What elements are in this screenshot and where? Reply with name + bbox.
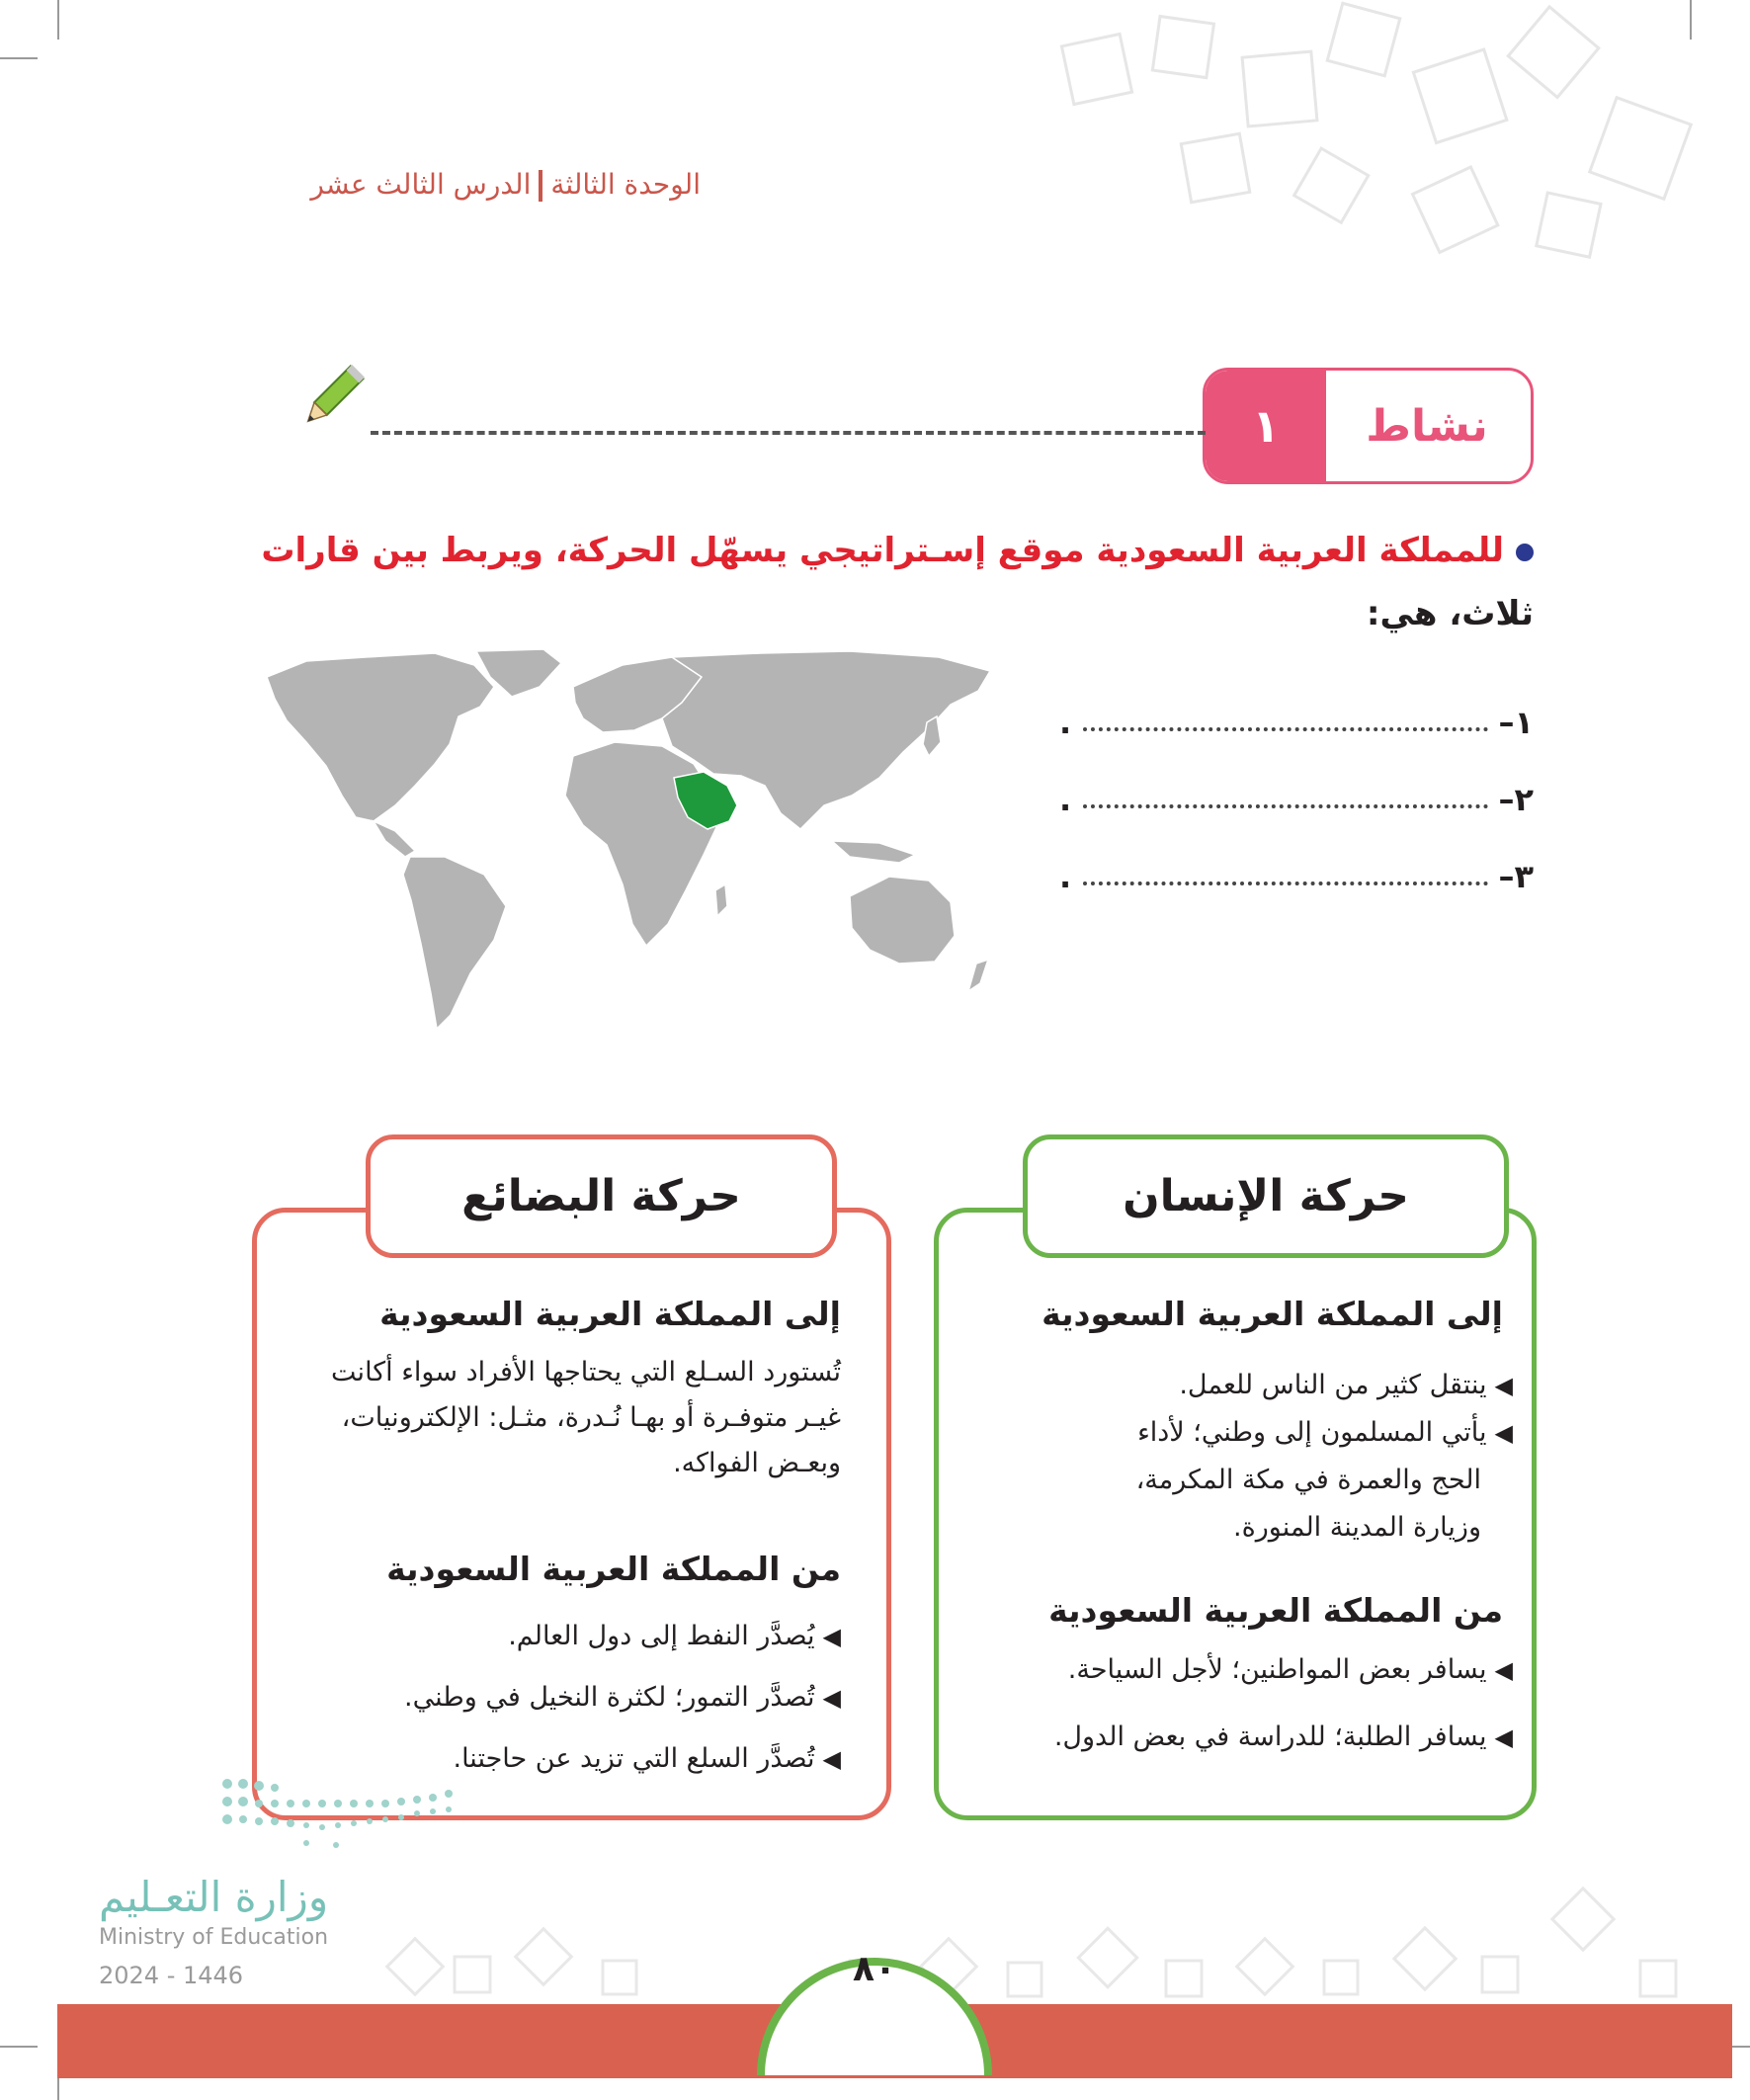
ministry-name-arabic: وزارة التعـليم <box>99 1873 329 1921</box>
answer-number: ١– <box>1498 704 1534 741</box>
pencil-icon <box>296 364 366 433</box>
human-movement-title: حركة الإنسان <box>1023 1134 1509 1258</box>
goods-to-text <box>248 1350 841 1486</box>
answer-end: . <box>1059 704 1072 741</box>
arrow-left-icon: ◀ <box>1494 1723 1513 1751</box>
goods-from-item: ◀تُصدَّر التمور؛ لكثرة النخيل في وطني. <box>404 1682 841 1713</box>
bullet-icon <box>1516 544 1534 561</box>
answer-number: ٣– <box>1498 858 1534 895</box>
goods-to-line: غيـر متوفـرة أو بهـا نُـدرة، مثـل: الإلكترونيات، <box>341 1402 841 1433</box>
page-number: ٨٠ <box>853 1949 896 1989</box>
decorative-squares <box>375 1878 1750 2006</box>
arrow-left-icon: ◀ <box>822 1745 841 1773</box>
human-from-item: ◀يسافر الطلبة؛ للدراسة في بعض الدول. <box>1053 1722 1513 1752</box>
goods-movement-title: حركة البضائع <box>366 1134 837 1258</box>
crop-mark <box>0 2046 38 2048</box>
answer-line-3[interactable] <box>1059 858 1534 895</box>
answer-line-2[interactable] <box>1059 781 1534 818</box>
crop-mark <box>0 57 38 59</box>
ministry-logo-dots <box>217 1774 464 1853</box>
goods-to-line: تُستورد السـلع التي يحتاجها الأفراد سواء أكانت <box>331 1357 841 1387</box>
question-line-2: ثلاث، هي: <box>1366 594 1534 633</box>
indonesia <box>832 841 915 863</box>
goods-to-line: وبعـض الفواكه. <box>673 1448 841 1478</box>
ministry-name-english: Ministry of Education <box>99 1925 329 1950</box>
human-to-item-cont: الحج والعمرة في مكة المكرمة، <box>1135 1465 1481 1495</box>
arrow-left-icon: ◀ <box>822 1623 841 1650</box>
goods-from-heading: من المملكة العربية السعودية <box>386 1550 841 1588</box>
madagascar <box>715 884 727 916</box>
activity-label: نشاط <box>1366 400 1488 452</box>
question-text <box>219 519 1534 645</box>
human-to-heading: إلى المملكة العربية السعودية <box>1042 1295 1503 1333</box>
answer-blank[interactable] <box>1083 791 1488 808</box>
lesson-title: الدرس الثالث عشر <box>310 168 532 201</box>
central-america <box>374 821 415 857</box>
answer-blank[interactable] <box>1083 868 1488 885</box>
header-separator <box>539 170 542 202</box>
answer-blank[interactable] <box>1083 714 1488 731</box>
north-america <box>267 653 494 821</box>
arrow-left-icon: ◀ <box>1494 1372 1513 1399</box>
human-from-item: ◀يسافر بعض المواطنين؛ لأجل السياحة. <box>1067 1654 1513 1685</box>
question-line-1: للمملكة العربية السعودية موقع إسـتراتيجي يسهّل الحركة، ويربط بين قارات <box>261 531 1504 570</box>
answer-end: . <box>1059 781 1072 818</box>
human-to-item: ◀ينتقل كثير من الناس للعمل. <box>1179 1370 1513 1400</box>
human-to-item: ◀يأتي المسلمون إلى وطني؛ لأداء <box>1137 1417 1513 1448</box>
new-zealand <box>968 960 988 991</box>
goods-to-heading: إلى المملكة العربية السعودية <box>379 1295 841 1333</box>
south-america <box>403 857 506 1029</box>
edition-year: 2024 - 1446 <box>99 1962 244 1989</box>
australia <box>850 877 955 964</box>
goods-from-item: ◀يُصدَّر النفط إلى دول العالم. <box>508 1621 841 1651</box>
unit-lesson-header <box>310 168 701 202</box>
world-map <box>247 647 1008 1033</box>
answer-end: . <box>1059 858 1072 895</box>
activity-number: ١ <box>1206 371 1326 481</box>
arrow-left-icon: ◀ <box>1494 1419 1513 1447</box>
crop-mark <box>57 0 59 40</box>
goods-from-item: ◀تُصدَّر السلع التي تزيد عن حاجتنا. <box>453 1743 841 1774</box>
answer-line-1[interactable] <box>1059 704 1534 741</box>
human-to-item-cont: وزيارة المدينة المنورة. <box>1232 1512 1481 1543</box>
dashed-line <box>371 431 1206 435</box>
arrow-left-icon: ◀ <box>822 1684 841 1712</box>
human-from-heading: من المملكة العربية السعودية <box>1048 1591 1503 1630</box>
activity-tab <box>1203 368 1534 484</box>
arrow-left-icon: ◀ <box>1494 1656 1513 1684</box>
unit-title: الوحدة الثالثة <box>550 168 701 201</box>
decorative-squares <box>1008 0 1750 277</box>
answer-number: ٢– <box>1498 781 1534 818</box>
